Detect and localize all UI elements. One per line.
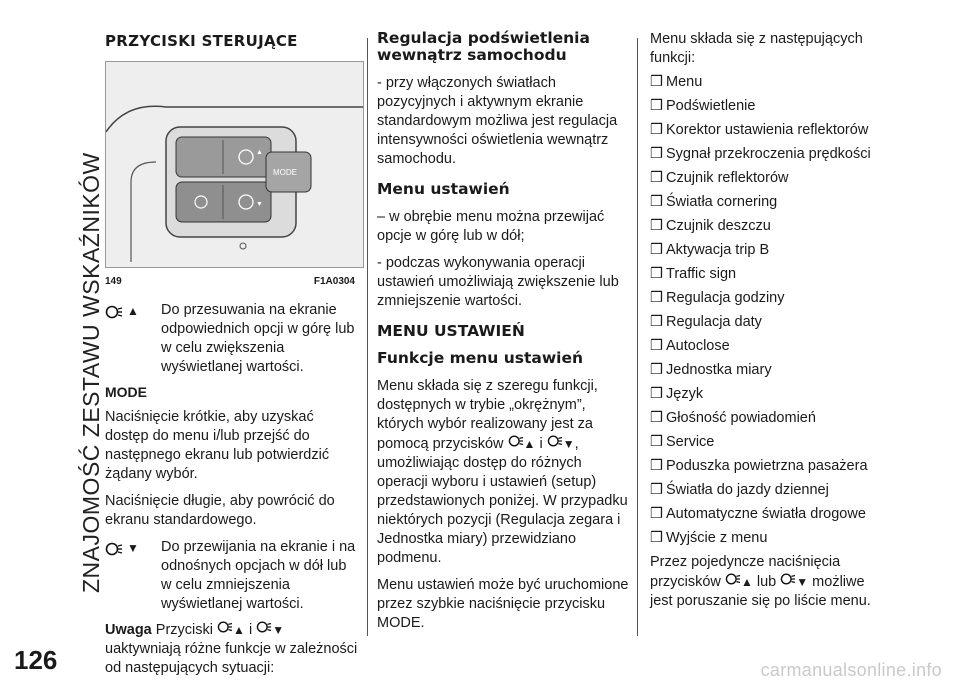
checkbox-bullet-icon: ❒ (650, 170, 663, 186)
menu-list-intro: Menu składa się z następujących funkcji: (650, 31, 863, 66)
settings-menu-text-2: - podczas wykonywania operacji ustawień umożliwiają zwiększenie lub zmniejszenie wartości. (377, 255, 619, 309)
down-desc-text: Do przewijania na ekranie i na odnośnych opcjach w dół lub w celu zmniejszenia wyświetlanej wartości. (161, 539, 356, 612)
down-arrow-icon: ▼ (127, 541, 139, 555)
checkbox-bullet-icon: ❒ (650, 434, 663, 450)
column-divider-2 (637, 38, 638, 636)
heading-settings-menu: Menu ustawień (377, 180, 510, 198)
mode-long-press-text: Naciśnięcie długie, aby powrócić do ekranu standardowego. (105, 493, 335, 528)
menu-function-item: ❒ Automatyczne światła drogowe (650, 506, 866, 522)
up-arrow-icon: ▲ (740, 575, 753, 589)
up-arrow-icon: ▲ (127, 304, 139, 318)
menu-function-item: ❒ Wyjście z menu (650, 530, 768, 546)
menu-function-item: ❒ Korektor ustawienia reflektorów (650, 122, 869, 138)
checkbox-bullet-icon: ❒ (650, 338, 663, 354)
checkbox-bullet-icon: ❒ (650, 98, 663, 114)
checkbox-bullet-icon: ❒ (650, 410, 663, 426)
checkbox-bullet-icon: ❒ (650, 146, 663, 162)
watermark: carmanualsonline.info (760, 660, 942, 680)
note-paragraph: Uwaga Przyciski ▲ i ▼ uaktywniają różne funkcje w zależności od następujących sytuacji: (105, 622, 358, 676)
menu-function-item: ❒ Sygnał przekroczenia prędkości (650, 146, 871, 162)
menu-function-item: ❒ Czujnik reflektorów (650, 170, 789, 186)
checkbox-bullet-icon: ❒ (650, 314, 663, 330)
menu-function-item: ❒ Światła cornering (650, 194, 778, 210)
checkbox-bullet-icon: ❒ (650, 506, 663, 522)
checkbox-bullet-icon: ❒ (650, 194, 663, 210)
settings-menu-text-1: – w obrębie menu można przewijać opcje w górę lub w dół; (377, 209, 605, 244)
heading-interior-lighting: Regulacja podświetlenia wewnątrz samochodu (377, 29, 590, 64)
menu-function-item: ❒ Menu (650, 74, 703, 90)
svg-text:MODE: MODE (273, 168, 297, 177)
down-arrow-icon: ▼ (562, 437, 575, 451)
note-label: Uwaga (105, 622, 152, 638)
figure-number: 149 (105, 276, 122, 287)
menu-function-item: ❒ Regulacja godziny (650, 290, 785, 306)
interior-light-icon (508, 434, 524, 448)
checkbox-bullet-icon: ❒ (650, 482, 663, 498)
figure-caption (105, 272, 355, 291)
menu-functions-text: Menu składa się z szeregu funkcji, dostępnych w trybie „okrężnym”, których wybór realizowany jest za pomocą przycisków ▲ i ▼, umożliwiając dostęp do różnych operacji wyboru i ustawień (setup) przedstawionych poniżej. W przypadku niektórych pozycji (Regulacja zegara i Jednostka miary) przewidziano podmenu. (377, 378, 628, 566)
checkbox-bullet-icon: ❒ (650, 386, 663, 402)
column-3 (650, 30, 890, 619)
checkbox-bullet-icon: ❒ (650, 290, 663, 306)
interior-light-icon (780, 572, 796, 586)
menu-function-item: ❒ Język (650, 386, 704, 402)
figure-code: F1A0304 (313, 276, 355, 287)
menu-list-outro: Przez pojedyncze naciśnięcia przycisków ▲ lub ▼ możliwe jest poruszanie się po liście menu. (650, 554, 871, 609)
menu-start-text: Menu ustawień może być uruchomione przez szybkie naciśnięcie przycisku MODE. (377, 577, 629, 631)
up-button-description (105, 301, 360, 377)
heading-menu-functions: Funkcje menu ustawień (377, 349, 584, 367)
mode-label: MODE (105, 384, 147, 400)
menu-function-item: ❒ Aktywacja trip B (650, 242, 770, 258)
down-arrow-icon: ▼ (796, 575, 809, 589)
interior-light-icon (256, 620, 272, 634)
checkbox-bullet-icon: ❒ (650, 458, 663, 474)
interior-lighting-text: - przy włączonych światłach pozycyjnych i aktywnym ekranie standardowym możliwa jest regulacja intensywności oświetlenia wewnątrz samochodu. (377, 75, 618, 167)
menu-function-item: ❒ Głośność powiadomień (650, 410, 816, 426)
chapter-title-text: ZNAJOMOŚĆ ZESTAWU WSKAŹNIKÓW (78, 152, 104, 593)
interior-light-icon (217, 620, 233, 634)
figure-control-buttons (105, 61, 364, 268)
menu-function-item: ❒ Service (650, 434, 715, 450)
checkbox-bullet-icon: ❒ (650, 242, 663, 258)
mode-short-press-text: Naciśnięcie krótkie, aby uzyskać dostęp do menu i/lub przejść do następnego ekranu lub potwierdzić żądany wybór. (105, 409, 330, 482)
checkbox-bullet-icon: ❒ (650, 218, 663, 234)
checkbox-bullet-icon: ❒ (650, 362, 663, 378)
menu-function-item: ❒ Regulacja daty (650, 314, 762, 330)
up-arrow-icon: ▲ (523, 437, 536, 451)
checkbox-bullet-icon: ❒ (650, 122, 663, 138)
up-desc-text: Do przesuwania na ekranie odpowiednich opcji w górę lub w celu zwiększenia wyświetlanej wartości. (161, 302, 355, 375)
column-1 (105, 30, 360, 686)
interior-light-icon (547, 434, 563, 448)
interior-light-icon (105, 541, 123, 557)
down-button-description (105, 538, 360, 614)
up-arrow-icon: ▲ (233, 623, 245, 637)
column-divider-1 (367, 38, 368, 636)
checkbox-bullet-icon: ❒ (650, 74, 663, 90)
menu-function-item: ❒ Światła do jazdy dziennej (650, 482, 829, 498)
page-number: 126 (14, 645, 58, 675)
checkbox-bullet-icon: ❒ (650, 530, 663, 546)
menu-function-item: ❒ Jednostka miary (650, 362, 772, 378)
dashboard-buttons-illustration (106, 62, 363, 267)
menu-function-item: ❒ Podświetlenie (650, 98, 756, 114)
menu-function-item: ❒ Traffic sign (650, 266, 737, 282)
svg-text:▲: ▲ (256, 149, 263, 156)
menu-function-item: ❒ Poduszka powietrzna pasażera (650, 458, 868, 474)
heading-menu-settings-caps: MENU USTAWIEŃ (377, 322, 525, 340)
section-heading-buttons: PRZYCISKI STERUJĄCE (105, 32, 298, 50)
menu-function-list (650, 73, 890, 548)
checkbox-bullet-icon: ❒ (650, 266, 663, 282)
column-2 (377, 30, 629, 641)
interior-light-icon (105, 304, 123, 320)
down-arrow-icon: ▼ (272, 623, 285, 637)
svg-text:▼: ▼ (256, 201, 263, 208)
menu-function-item: ❒ Czujnik deszczu (650, 218, 771, 234)
chapter-side-title (38, 40, 104, 620)
interior-light-icon (725, 572, 741, 586)
menu-function-item: ❒ Autoclose (650, 338, 730, 354)
